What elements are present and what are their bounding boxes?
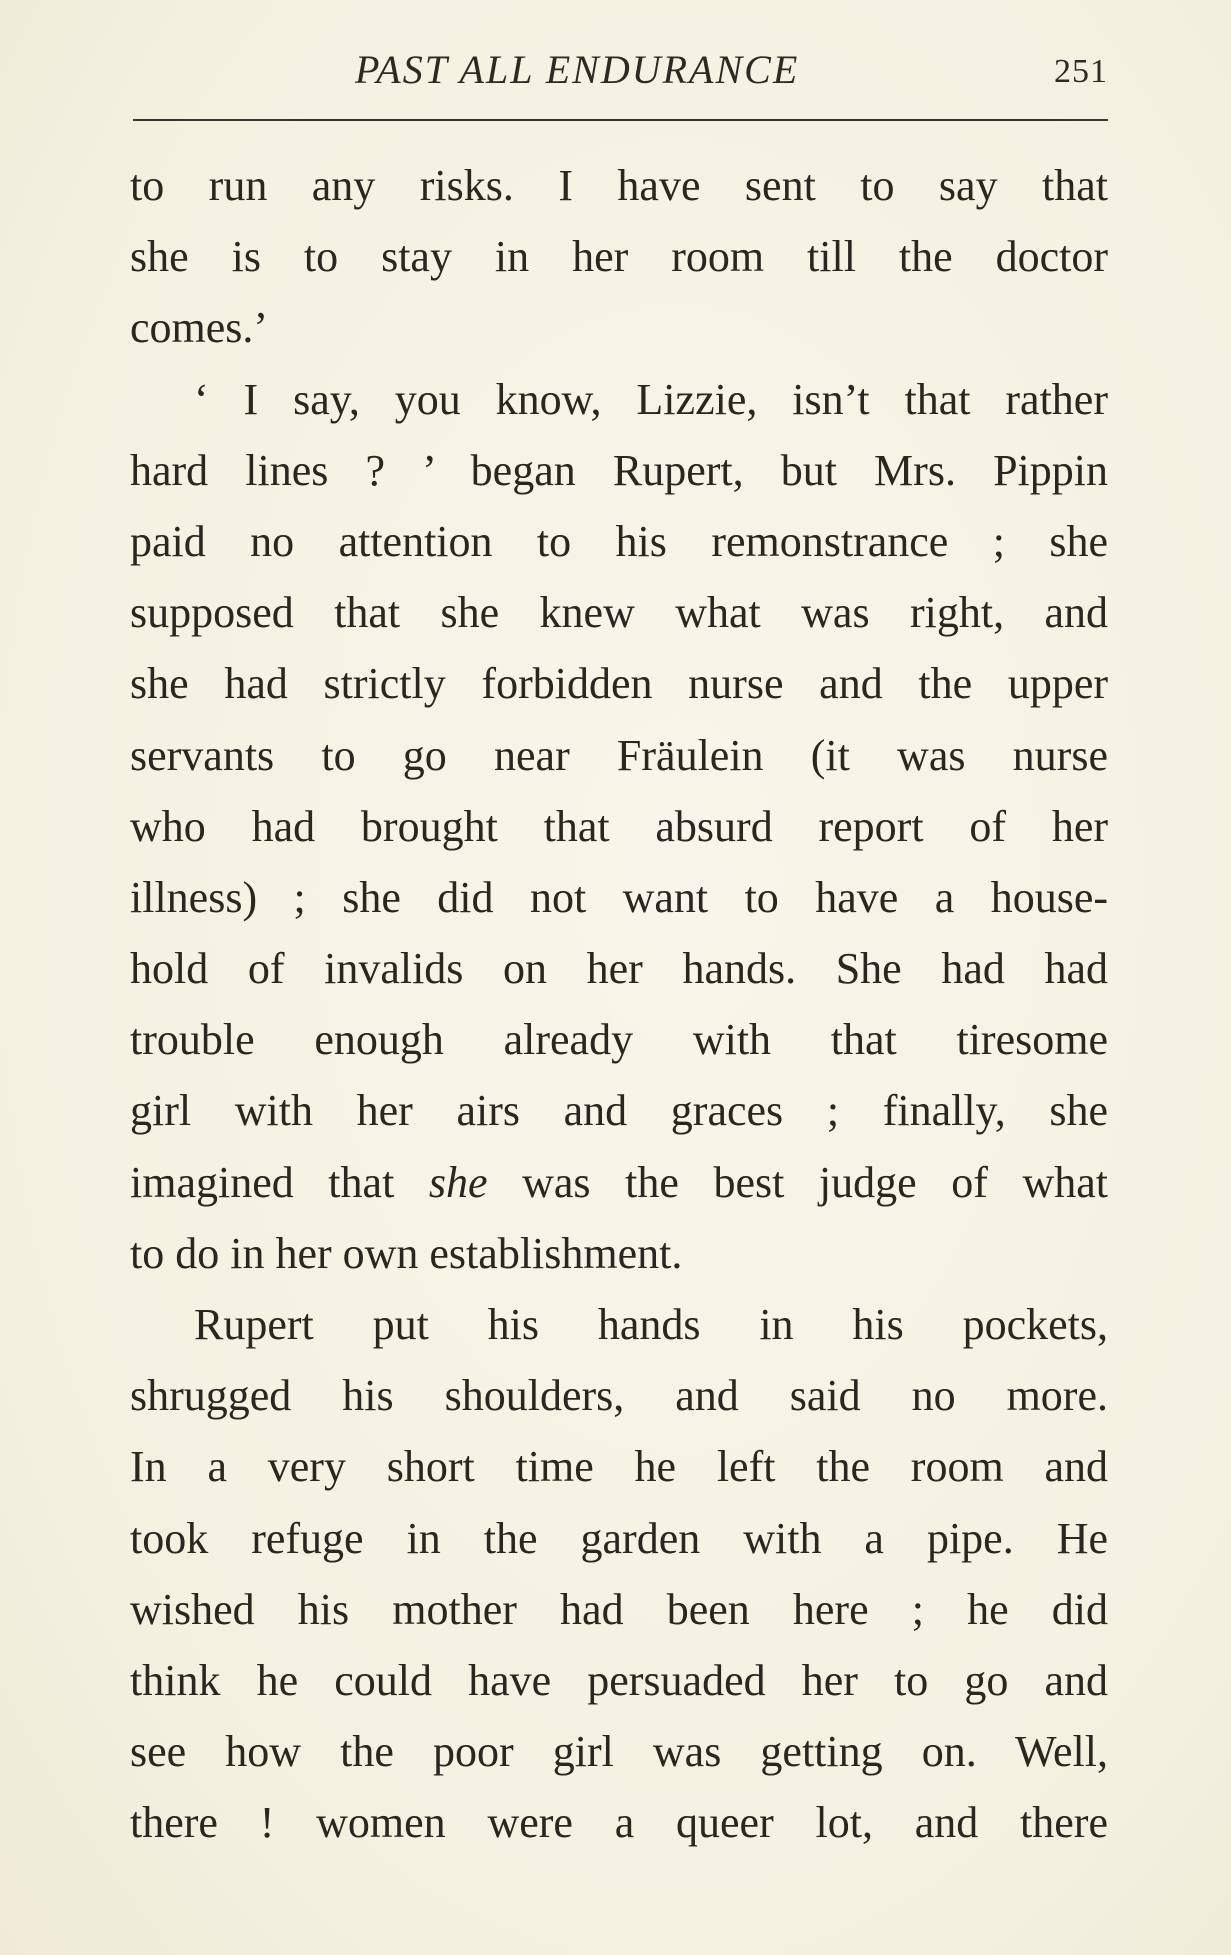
text-line: illness) ; she did not want to have a house- (130, 872, 1108, 922)
text-line: girl with her airs and graces ; finally, she (130, 1086, 1108, 1136)
text-line: paid no attention to his remonstrance ; she (130, 516, 1108, 566)
text-line: supposed that she knew what was right, and (130, 588, 1108, 638)
text-line: hold of invalids on her hands. She had had (130, 944, 1108, 994)
text-line: shrugged his shoulders, and said no more. (130, 1371, 1108, 1421)
running-title: PAST ALL ENDURANCE (355, 47, 800, 92)
text-line: servants to go near Fräulein (it was nurse (130, 730, 1108, 780)
text-line: took refuge in the garden with a pipe. He (130, 1513, 1108, 1563)
text-line: to run any risks. I have sent to say that (130, 161, 1108, 210)
italic-emphasis: she (428, 1157, 488, 1207)
text-line: to do in her own establishment. (130, 1228, 683, 1278)
text-line: Rupert put his hands in his pockets, (194, 1300, 1108, 1349)
text-segment: imagined that (130, 1157, 429, 1207)
page-number: 251 (1054, 53, 1108, 90)
header-rule (133, 119, 1108, 121)
text-line: In a very short time he left the room and (130, 1442, 1108, 1492)
text-line: think he could have persuaded her to go and (130, 1655, 1108, 1705)
text-line: wished his mother had been here ; he did (130, 1584, 1108, 1634)
body-text (130, 150, 1108, 1859)
text-segment: was the best judge of what (487, 1157, 1108, 1207)
text-line: trouble enough already with that tiresome (130, 1015, 1108, 1065)
text-line: ‘ I say, you know, Lizzie, isn’t that rather (194, 374, 1108, 424)
text-line: there ! women were a queer lot, and there (130, 1798, 1108, 1848)
text-line: who had brought that absurd report of her (130, 801, 1108, 851)
text-line: see how the poor girl was getting on. Well, (130, 1727, 1108, 1777)
running-head (130, 42, 1108, 102)
text-line: comes.’ (130, 303, 269, 353)
text-line: she is to stay in her room till the doctor (130, 232, 1108, 282)
text-line: she had strictly forbidden nurse and the upper (130, 659, 1108, 709)
text-line (130, 1147, 1108, 1218)
text-line: hard lines ? ’ began Rupert, but Mrs. Pippin (130, 445, 1108, 495)
